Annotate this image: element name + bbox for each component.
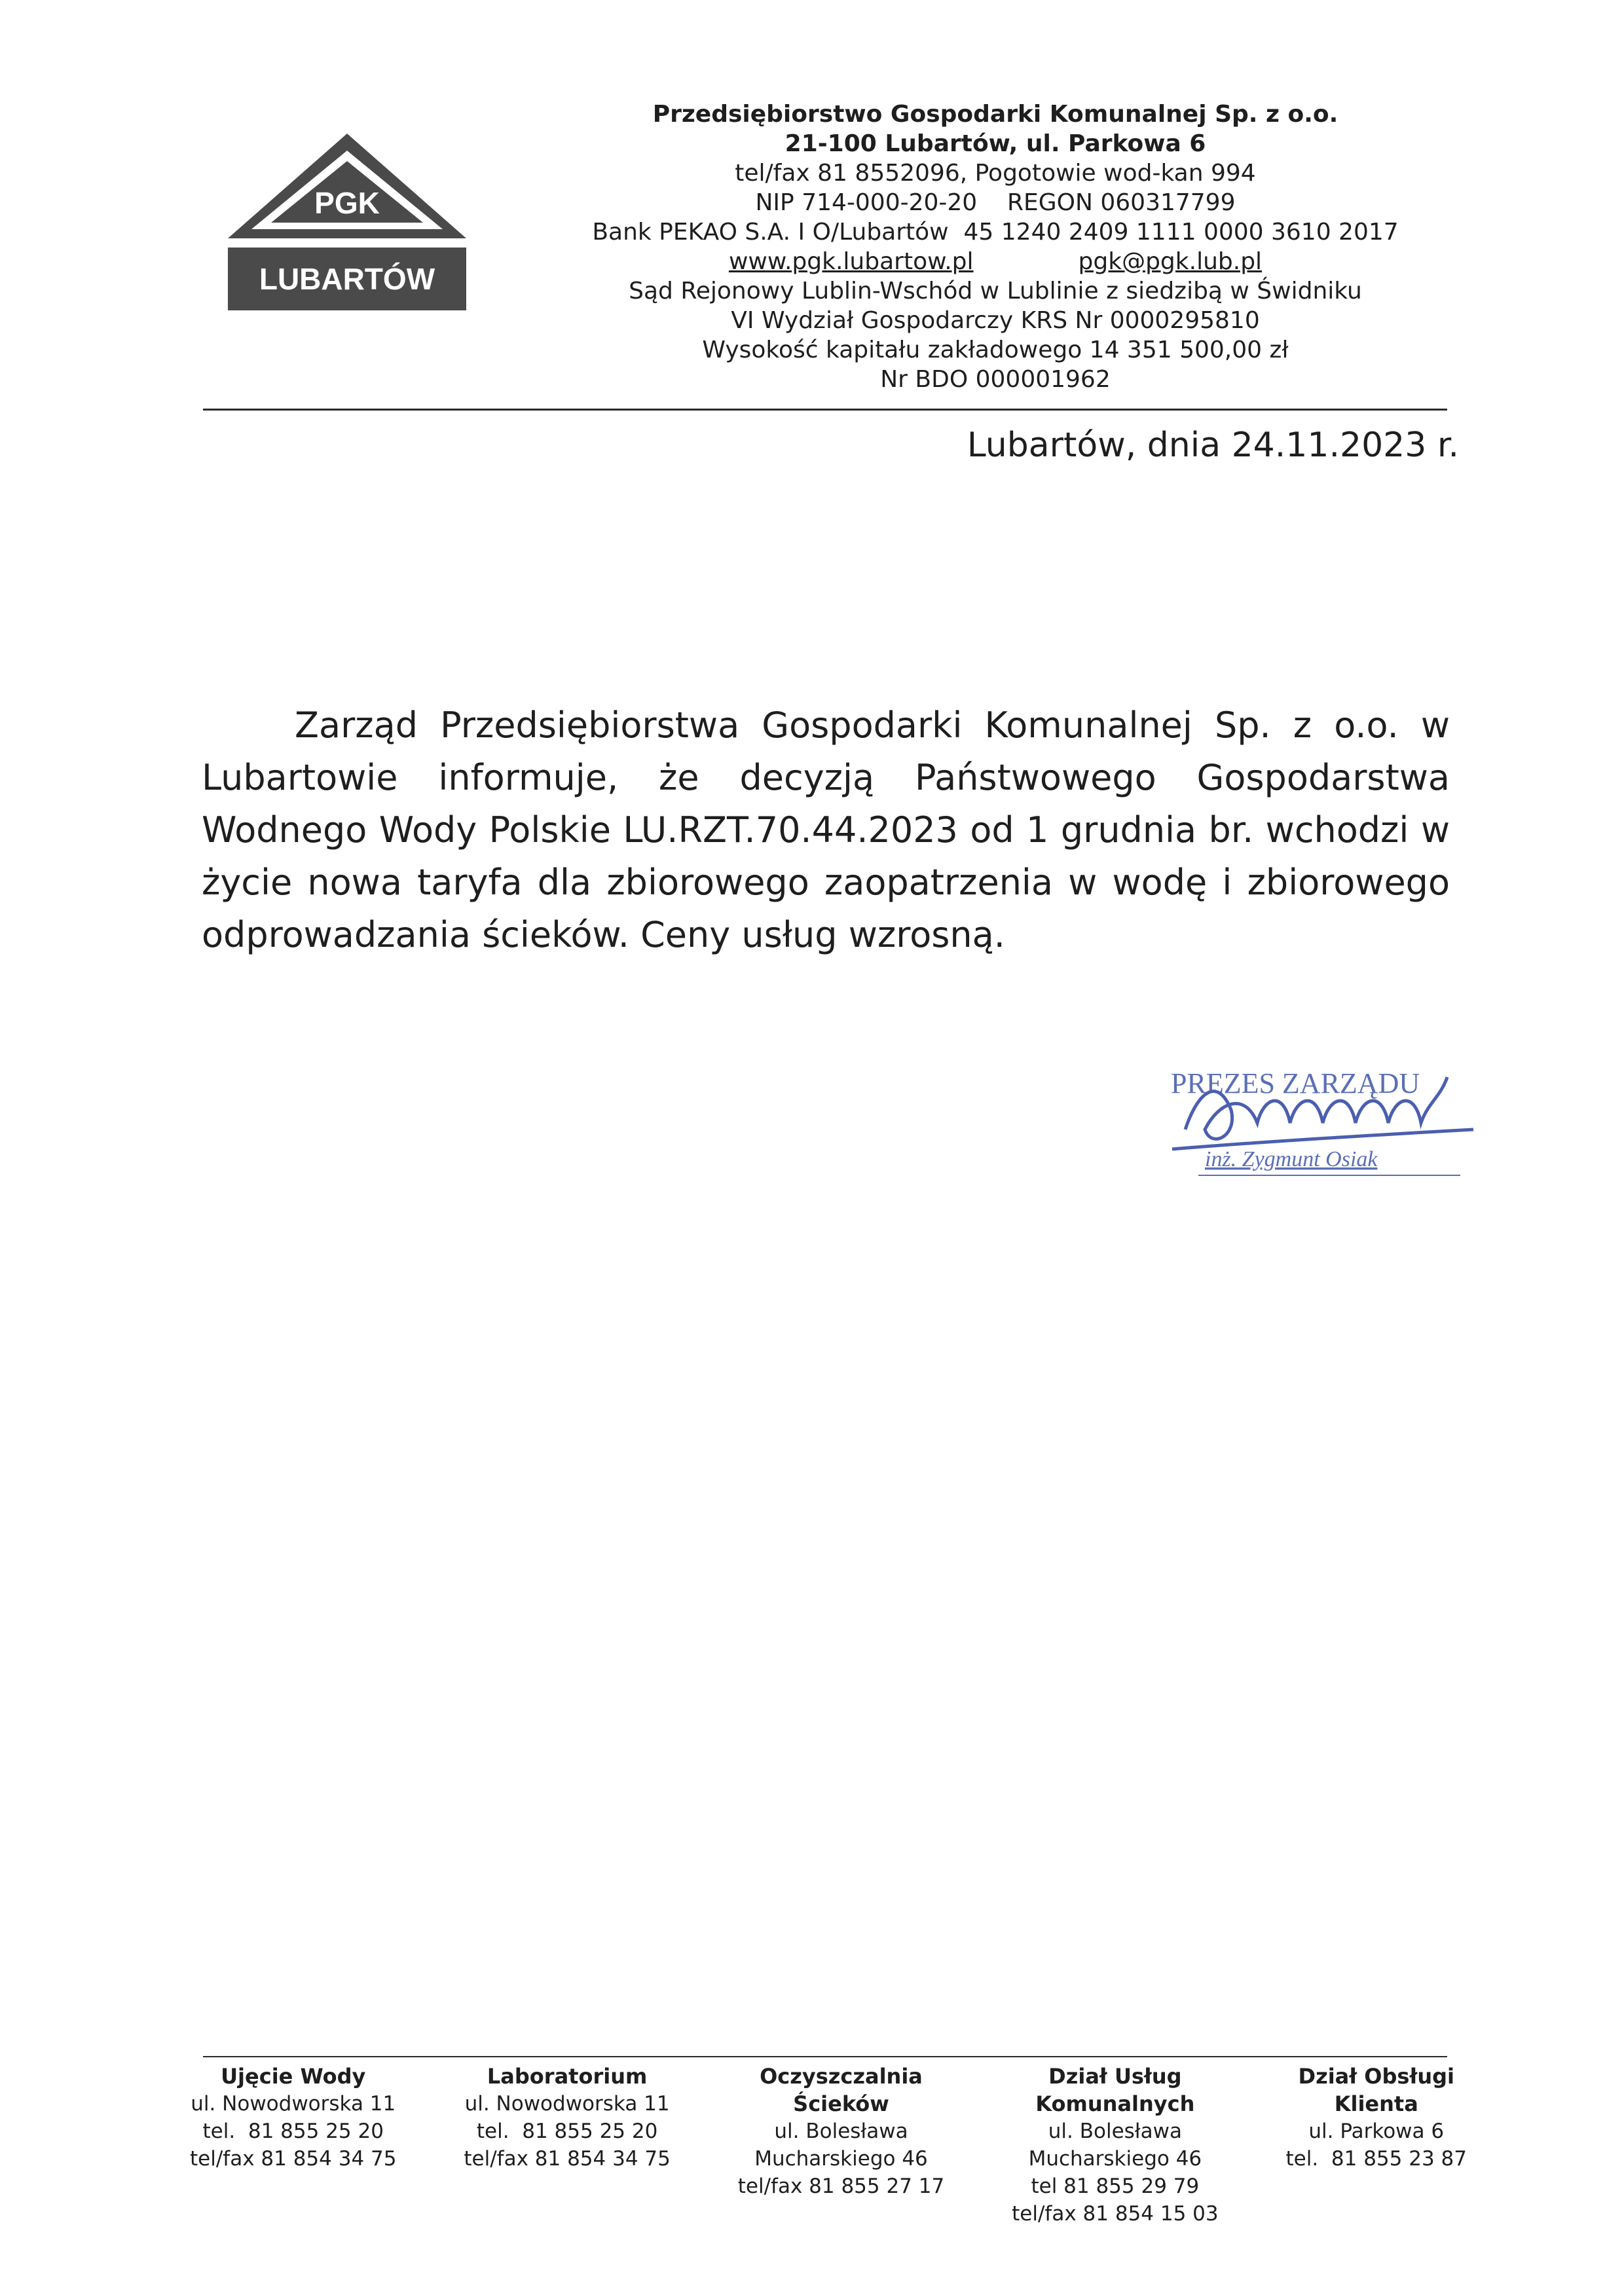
letter-body — [202, 699, 1450, 961]
footer — [190, 2063, 1467, 2228]
company-name: Przedsiębiorstwo Gospodarki Komunalnej Sp. z o.o. — [652, 101, 1338, 128]
company-links — [537, 247, 1454, 276]
footer-col-title: Dział Usług — [1048, 2064, 1182, 2089]
company-ids: NIP 714-000-20-20 REGON 060317799 — [755, 189, 1236, 216]
footer-col-customer-service — [1286, 2063, 1467, 2228]
footer-line: tel. 81 855 25 20 — [202, 2120, 384, 2143]
footer-line: tel 81 855 29 79 — [1031, 2175, 1200, 2198]
header-divider — [203, 409, 1447, 411]
letterhead — [537, 100, 1454, 394]
footer-col-title: Ścieków — [793, 2091, 889, 2116]
company-address: 21-100 Lubartów, ul. Parkowa 6 — [784, 130, 1206, 157]
footer-col-title: Ujęcie Wody — [221, 2064, 366, 2089]
letter-paragraph: Zarząd Przedsiębiorstwa Gospodarki Komunalnej Sp. z o.o. w Lubartowie informuje, że decyzją Państwowego Gospodarstwa Wodnego Wody Polskie LU.RZT.70.44.2023 od 1 grudnia br. wchodzi w życie nowa taryfa dla zbiorowego zaopatrzenia w wodę i zbiorowego odprowadzania ścieków. Ceny usług wzrosną. — [202, 705, 1450, 955]
footer-col-title: Oczyszczalnia — [760, 2064, 923, 2089]
company-bdo: Nr BDO 000001962 — [880, 366, 1111, 393]
footer-line: ul. Bolesława — [774, 2120, 908, 2143]
footer-line: tel. 81 855 25 20 — [476, 2120, 658, 2143]
stamp-title: PREZES ZARZĄDU — [1171, 1067, 1420, 1099]
footer-line: Mucharskiego 46 — [754, 2147, 928, 2171]
footer-col-title: Dział Obsługi — [1298, 2064, 1454, 2089]
footer-line: tel/fax 81 854 34 75 — [190, 2147, 397, 2171]
date-line: Lubartów, dnia 24.11.2023 r. — [967, 426, 1459, 465]
footer-line: Mucharskiego 46 — [1028, 2147, 1202, 2171]
footer-line: tel/fax 81 854 15 03 — [1012, 2202, 1219, 2226]
footer-col-title: Komunalnych — [1035, 2091, 1195, 2116]
email-link[interactable]: pgk@pgk.lub.pl — [1078, 248, 1263, 275]
footer-col-municipal-services — [1012, 2063, 1218, 2228]
footer-line: tel. 81 855 23 87 — [1285, 2147, 1467, 2171]
company-capital: Wysokość kapitału zakładowego 14 351 500,00 zł — [702, 337, 1289, 363]
footer-col-water-intake — [190, 2063, 396, 2228]
footer-col-title: Klienta — [1334, 2091, 1418, 2116]
company-court: Sąd Rejonowy Lublin-Wschód w Lublinie z siedzibą w Świdniku — [629, 278, 1362, 304]
footer-divider — [203, 2056, 1447, 2057]
footer-col-wastewater-plant — [738, 2063, 944, 2228]
footer-line: tel/fax 81 854 34 75 — [464, 2147, 671, 2171]
footer-line: ul. Nowodworska 11 — [191, 2092, 396, 2116]
footer-line: ul. Parkowa 6 — [1308, 2120, 1445, 2143]
footer-line: ul. Nowodworska 11 — [464, 2092, 670, 2116]
logo-bottom-text: LUBARTÓW — [259, 262, 435, 296]
footer-line: tel/fax 81 855 27 17 — [737, 2175, 945, 2198]
footer-col-laboratory — [464, 2063, 670, 2228]
company-krs: VI Wydział Gospodarczy KRS Nr 0000295810 — [731, 307, 1260, 334]
signature-stamp — [1159, 1051, 1486, 1208]
footer-line: ul. Bolesława — [1048, 2120, 1182, 2143]
company-bank: Bank PEKAO S.A. I O/Lubartów 45 1240 2409 1111 0000 3610 2017 — [592, 219, 1399, 246]
stamp-name: inż. Zygmunt Osiak — [1205, 1147, 1378, 1171]
website-link[interactable]: www.pgk.lubartow.pl — [728, 248, 974, 275]
logo-top-text: PGK — [314, 186, 380, 220]
footer-col-title: Laboratorium — [487, 2064, 648, 2089]
pgk-logo — [223, 131, 471, 314]
company-phone: tel/fax 81 8552096, Pogotowie wod-kan 994 — [735, 160, 1256, 187]
